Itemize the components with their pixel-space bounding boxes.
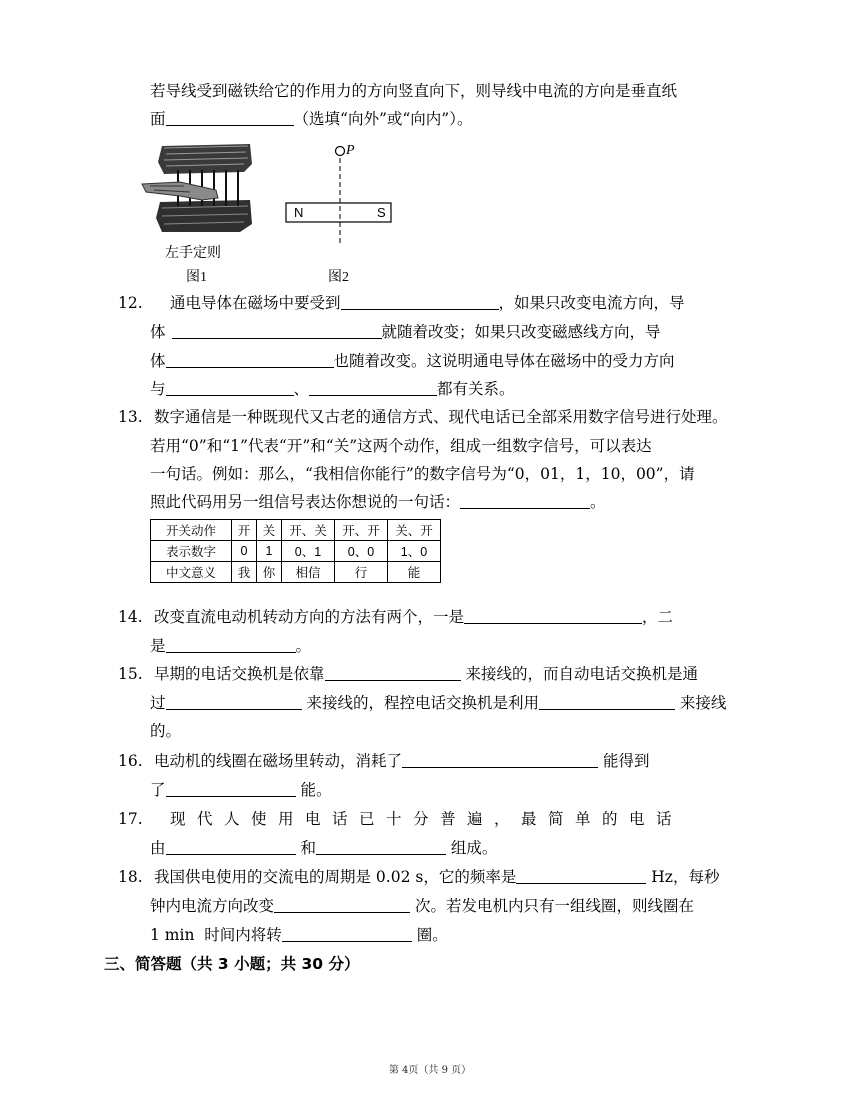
question-13-line-3: 一句话。例如：那么，“我相信你能行”的数字信号为“0，01，1，10，00”，请 (150, 465, 695, 483)
question-text: 1 min 时间内将转 (150, 926, 282, 944)
wire-point-icon (336, 147, 345, 156)
answer-blank[interactable] (309, 379, 437, 396)
question-text: 都有关系。 (437, 380, 515, 398)
question-text: 、 (293, 380, 310, 398)
question-16-line-1 (154, 751, 649, 771)
answer-blank[interactable] (282, 925, 412, 942)
question-12-line-1 (170, 293, 685, 313)
question-text: ，如果只改变电流方向，导 (498, 294, 685, 312)
question-13-line-4 (150, 492, 606, 512)
fig2-caption: 图2 (328, 270, 349, 285)
answer-blank[interactable] (166, 379, 294, 396)
table-cell: 0、0 (335, 541, 388, 562)
answer-blank[interactable] (316, 838, 446, 855)
answer-blank[interactable] (166, 838, 296, 855)
question-number: 12. (118, 294, 143, 312)
question-text: 能。 (295, 781, 332, 799)
question-text: 体 (150, 352, 166, 370)
point-label: P (346, 143, 355, 158)
question-text: 了 (150, 781, 166, 799)
answer-blank[interactable] (166, 636, 296, 653)
table-cell: 开关动作 (151, 520, 232, 541)
question-text: 圈。 (411, 926, 448, 944)
question-17-line-1: 现代人使用电话已十分普遍，最简单的电话 (170, 810, 684, 828)
question-text: 也随着改变。这说明通电导体在磁场中的受力方向 (333, 352, 675, 370)
table-cell: 相信 (282, 562, 335, 583)
question-text: 。 (590, 493, 606, 511)
pole-south-label: S (377, 205, 386, 220)
answer-blank[interactable] (166, 780, 296, 797)
answer-blank[interactable] (172, 322, 382, 339)
answer-blank[interactable] (274, 896, 410, 913)
question-text: 组成。 (445, 839, 498, 857)
table-cell: 开 (232, 520, 257, 541)
question-number: 14. (118, 608, 143, 626)
question-14-line-1 (154, 607, 673, 627)
question-text: 与 (150, 380, 166, 398)
question-15-line-1 (154, 664, 698, 684)
question-17-line-2 (150, 838, 497, 858)
table-cell: 1、0 (388, 541, 441, 562)
question-text: 来接线的，而自动电话交换机是通 (460, 665, 698, 683)
question-text: 是 (150, 637, 166, 655)
section-title: 三、简答题（共 3 小题；共 30 分） (104, 955, 360, 973)
answer-blank[interactable] (464, 607, 642, 624)
question-15-line-2 (150, 693, 726, 713)
table-row (151, 562, 441, 583)
question-12-line-4 (150, 379, 515, 399)
intro-text: （选填“向外”或“向内”）。 (293, 110, 473, 128)
question-text: 体 (150, 323, 166, 341)
table-cell: 行 (335, 562, 388, 583)
signal-code-table (150, 519, 441, 583)
question-18-line-3 (150, 925, 448, 945)
intro-text: 面 (150, 110, 166, 128)
question-12-line-2 (150, 322, 661, 342)
question-number: 16. (118, 752, 143, 770)
question-18-line-2 (150, 896, 694, 916)
question-text: 照此代码用另一组信号表达你想说的一句话： (150, 493, 461, 511)
table-cell: 我 (232, 562, 257, 583)
question-text: 次。若发电机内只有一组线圈，则线圈在 (410, 897, 694, 915)
intro-line-1: 若导线受到磁铁给它的作用力的方向竖直向下，则导线中电流的方向是垂直纸 (150, 82, 678, 100)
question-text: 能得到 (598, 752, 650, 770)
answer-blank[interactable] (402, 751, 598, 768)
question-text: Hz，每秒 (646, 868, 720, 886)
question-15-line-3: 的。 (150, 722, 182, 740)
question-text: 。 (295, 637, 312, 655)
table-cell: 关、开 (388, 520, 441, 541)
table-cell: 表示数字 (151, 541, 232, 562)
table-cell: 中文意义 (151, 562, 232, 583)
table-cell: 关 (257, 520, 282, 541)
question-13-line-1: 数字通信是一种既现代又古老的通信方式、现代电话已全部采用数字信号进行处理。 (154, 408, 728, 426)
answer-blank[interactable] (460, 492, 590, 509)
fig1-label: 左手定则 (165, 246, 221, 261)
answer-blank[interactable] (166, 109, 294, 126)
question-number: 15. (118, 665, 143, 683)
table-cell: 开、开 (335, 520, 388, 541)
table-cell: 你 (257, 562, 282, 583)
question-text: 就随着改变；如果只改变磁感线方向，导 (381, 323, 661, 341)
fig1-caption: 图1 (186, 270, 207, 285)
magnet-coil-icon (140, 140, 255, 235)
table-cell: 能 (388, 562, 441, 583)
table-cell: 0、1 (282, 541, 335, 562)
answer-blank[interactable] (166, 693, 302, 710)
answer-blank[interactable] (539, 693, 675, 710)
answer-blank[interactable] (341, 293, 499, 310)
table-row (151, 541, 441, 562)
table-cell: 1 (257, 541, 282, 562)
question-text: 和 (295, 839, 316, 857)
question-number: 18. (118, 868, 143, 886)
question-text: 我国供电使用的交流电的周期是 0.02 s，它的频率是 (154, 868, 517, 886)
page-footer: 第 4页（共 9 页） (388, 1065, 472, 1076)
question-text: 早期的电话交换机是依靠 (154, 665, 325, 683)
table-cell: 开、关 (282, 520, 335, 541)
question-number: 13. (118, 408, 143, 426)
question-text: 来接线 (674, 694, 727, 712)
question-text: 过 (150, 694, 166, 712)
question-text: 电动机的线圈在磁场里转动，消耗了 (154, 752, 403, 770)
question-text: 改变直流电动机转动方向的方法有两个，一是 (154, 608, 465, 626)
answer-blank[interactable] (325, 664, 461, 681)
intro-line-2 (150, 109, 472, 129)
question-13-line-2: 若用“0”和“1”代表“开”和“关”这两个动作，组成一组数字信号，可以表达 (150, 437, 652, 455)
table-cell: 0 (232, 541, 257, 562)
question-16-line-2 (150, 780, 331, 800)
question-12-line-3 (150, 351, 675, 371)
answer-blank[interactable] (166, 351, 334, 368)
question-14-line-2 (150, 636, 311, 656)
question-text: 钟内电流方向改变 (150, 897, 275, 915)
left-hand-rule-figure (140, 140, 255, 235)
question-text: 通电导体在磁场中要受到 (170, 294, 341, 312)
magnet-figure (280, 140, 410, 245)
bar-magnet-icon (280, 140, 410, 245)
answer-blank[interactable] (516, 867, 646, 884)
pole-north-label: N (294, 205, 304, 220)
question-text: ，二 (642, 608, 674, 626)
question-number: 17. (118, 810, 143, 828)
question-18-line-1 (154, 867, 719, 887)
question-text: 由 (150, 839, 166, 857)
question-text: 来接线的，程控电话交换机是利用 (301, 694, 539, 712)
table-row (151, 520, 441, 541)
